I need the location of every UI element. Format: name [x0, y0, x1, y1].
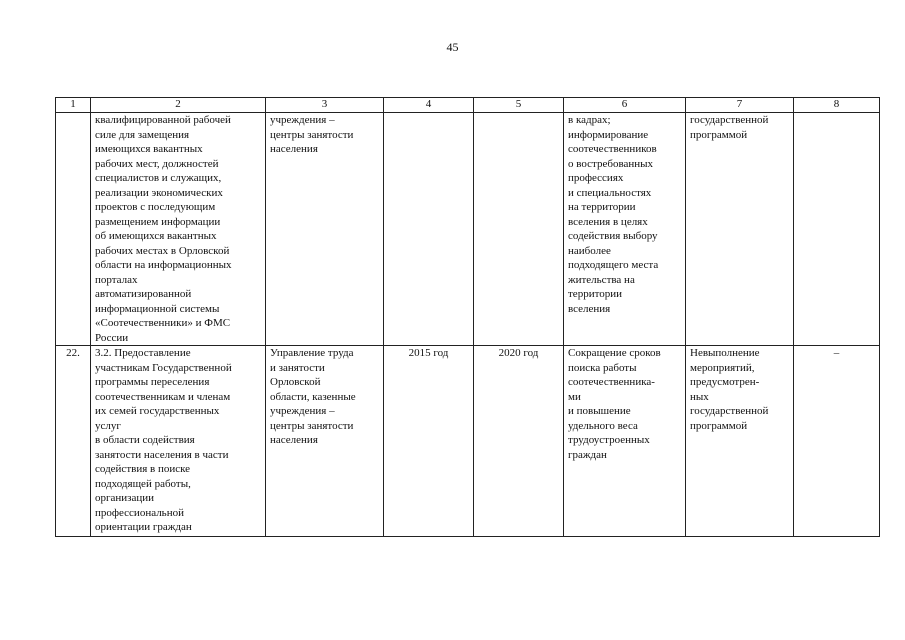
column-header-8: 8 [794, 98, 880, 113]
table-row [56, 346, 880, 537]
header-row [56, 98, 880, 113]
executor-cell: учреждения – центры занятости населения [266, 113, 384, 346]
expected-result-cell: Сокращение сроков поиска работы соотечественника- ми и повышение удельного веса трудоустроенных граждан [564, 346, 686, 537]
page-number: 45 [446, 40, 459, 54]
expected-result-cell: в кадрах; информирование соотечественников о востребованных профессиях и специальностях на территории вселения в целях содействия выбору наиболее подходящего места жительства на территории вселения [564, 113, 686, 346]
column-header-7: 7 [686, 98, 794, 113]
table-row [56, 113, 880, 346]
row-number-cell: 22. [56, 346, 91, 537]
program-measures-table [55, 97, 880, 537]
column-header-1: 1 [56, 98, 91, 113]
measure-description-cell: 3.2. Предоставление участникам Государственной программы переселения соотечественникам и членам их семей государственных услуг в области содействия занятости населения в части содействия в поиске подходящей работы, организации профессиональной ориентации граждан [91, 346, 266, 537]
column-header-4: 4 [384, 98, 474, 113]
column-header-5: 5 [474, 98, 564, 113]
end-year-cell [474, 113, 564, 346]
column-header-6: 6 [564, 98, 686, 113]
column-header-2: 2 [91, 98, 266, 113]
consequences-cell: государственной программой [686, 113, 794, 346]
start-year-cell: 2015 год [384, 346, 474, 537]
column-header-3: 3 [266, 98, 384, 113]
row-number-cell [56, 113, 91, 346]
end-year-cell: 2020 год [474, 346, 564, 537]
measure-description-cell: квалифицированной рабочей силе для замещения имеющихся вакантных рабочих мест, должностей специалистов и служащих, реализации экономических проектов с последующим размещением информации об имеющихся вакантных рабочих местах в Орловской области на информационных порталах автоматизированной информационной системы «Соотечественники» и ФМС России [91, 113, 266, 346]
start-year-cell [384, 113, 474, 346]
note-cell: – [794, 346, 880, 537]
note-cell [794, 113, 880, 346]
consequences-cell: Невыполнение мероприятий, предусмотрен- ных государственной программой [686, 346, 794, 537]
executor-cell: Управление труда и занятости Орловской области, казенные учреждения – центры занятости населения [266, 346, 384, 537]
